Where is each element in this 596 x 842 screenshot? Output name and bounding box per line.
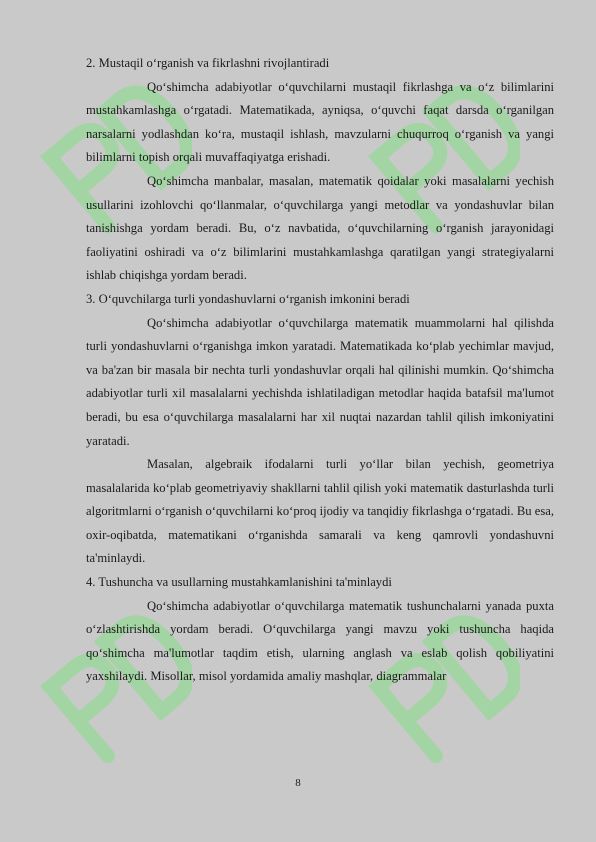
section-heading: 4. Tushuncha va usullarning mustahkamlanishini ta'minlaydi: [86, 575, 392, 590]
paragraph: Qo‘shimcha manbalar, masalan, matematik qoidalar yoki masalalarni yechish usullarini izohlovchi qo‘llanmalar, o‘quvchilarga yangi metodlar va yondashuvlar bilan tanishishga yordam beradi. Bu, o‘z navbatida, o‘quvchilarning o‘rganish jarayonidagi faoliyatini oshiradi va o‘z bilimlarini mustahkamlashga qaratilgan yangi strategiyalarni ishlab chiqishga yordam beradi.: [86, 173, 554, 283]
paragraph: Qo‘shimcha adabiyotlar o‘quvchilarni mustaqil fikrlashga va o‘z bilimlarini mustahkamlashga o‘rgatadi. Matematikada, ayniqsa, o‘quvchi faqat darsda o‘rganilgan narsalarni yodlashdan ko‘ra, mustaqil ishlash, mavzularni chuqurroq o‘rganish va yangi bilimlarni topish orqali muvaffaqiyatga erishadi.: [86, 79, 554, 165]
section-heading: 3. O‘quvchilarga turli yondashuvlarni o‘rganish imkonini beradi: [86, 291, 410, 306]
paragraph: Qo‘shimcha adabiyotlar o‘quvchilarga matematik tushunchalarni yanada puxta o‘zlashtirishda yordam beradi. O‘quvchilarga yangi mavzu yoki tushuncha haqida qo‘shimcha ma'lumotlar taqdim etish, ularning anglash va eslab qolish qobiliyatini yaxshilaydi. Misollar, misol yordamida amaliy mashqlar, diagrammalar: [86, 598, 554, 684]
document-body: [86, 52, 554, 689]
page-number: 8: [295, 777, 301, 789]
paragraph: Qo‘shimcha adabiyotlar o‘quvchilarga matematik muammolarni hal qilishda turli yondashuvlarni o‘rganishga imkon yaratadi. Matematikada ko‘plab yechimlar mavjud, va ba'zan bir masala bir nechta turli yondashuvlar orqali hal qilinishi mumkin. Qo‘shimcha adabiyotlar turli xil masalalarni yechishda ishlatiladigan metodlar haqida batafsil ma'lumot beradi, bu esa o‘quvchilarga masalalarni har xil nuqtai nazardan tahlil qilish imkoniyatini yaratadi.: [86, 315, 554, 448]
paragraph: Masalan, algebraik ifodalarni turli yo‘llar bilan yechish, geometriya masalalarida ko‘plab geometriyaviy shakllarni tahlil qilish yoki matematik dasturlashda turli algoritmlarni o‘rganish o‘quvchilarni ko‘proq ijodiy va tanqidiy fikrlashga o‘rgatadi. Bu esa, oxir-oqibatda, matematikani o‘rganishda samarali va keng qamrovli yondashuvni ta'minlaydi.: [86, 457, 554, 566]
section-heading: 2. Mustaqil o‘rganish va fikrlashni rivojlantiradi: [86, 56, 330, 70]
